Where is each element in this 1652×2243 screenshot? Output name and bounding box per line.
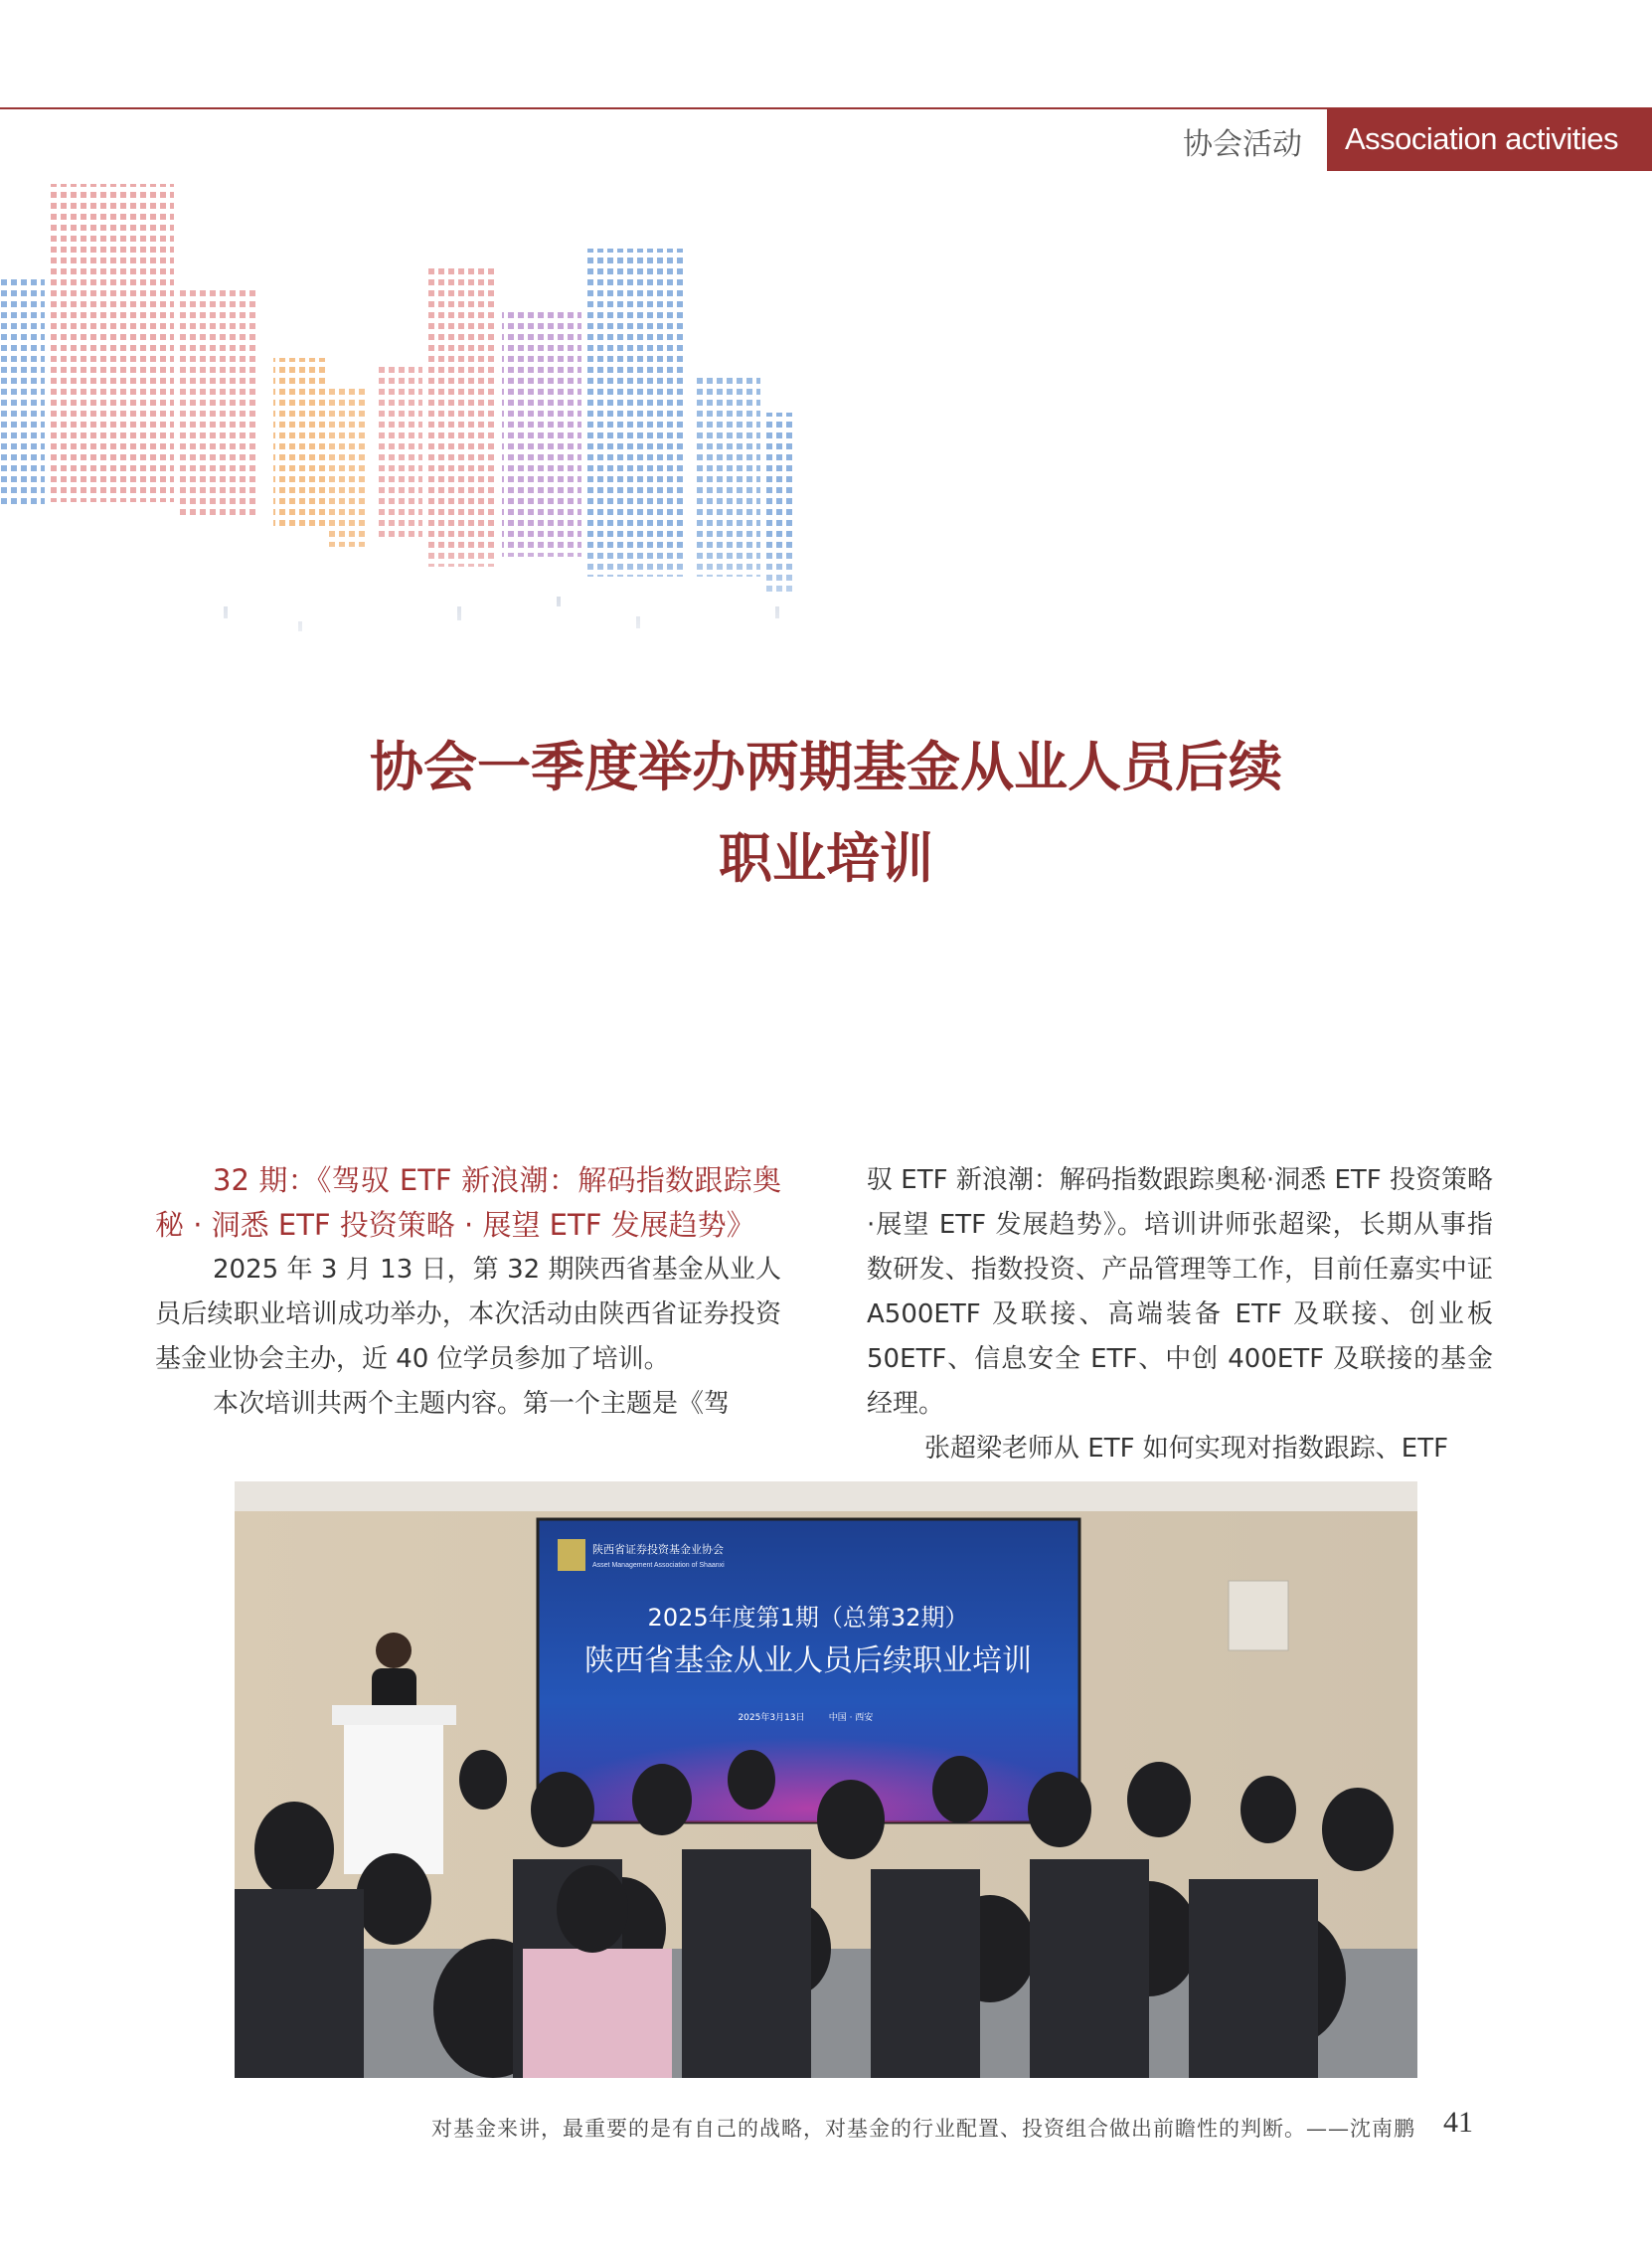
training-event-photo: [235, 1481, 1417, 2078]
section-label-en: Association activities: [1327, 107, 1652, 171]
header-rule: [0, 107, 1327, 109]
screen-org-en: Asset Management Association of Shaanxi: [592, 1562, 725, 1569]
article-title: [0, 721, 1652, 904]
paragraph-3: 张超梁老师从 ETF 如何实现对指数跟踪、ETF: [924, 1434, 1449, 1464]
page-number: 41: [1443, 2106, 1473, 2139]
footer-quote: 对基金来讲，最重要的是有自己的战略，对基金的行业配置、投资组合做出前瞻性的判断。——沈南鹏: [431, 2117, 1415, 2141]
article-title-line2: 职业培训: [719, 826, 933, 890]
left-column: [155, 1158, 781, 1427]
right-column: [867, 1158, 1493, 1471]
screen-title-line2: 陕西省基金从业人员后续职业培训: [584, 1643, 1032, 1678]
paragraph-1: 2025 年 3 月 13 日，第 32 期陕西省基金从业人员后续职业培训成功举办，本次活动由陕西省证券投资基金业协会主办，近 40 位学员参加了培训。: [155, 1255, 781, 1374]
article-title-line1: 协会一季度举办两期基金从业人员后续: [370, 735, 1282, 798]
screen-place: 中国 · 西安: [828, 1713, 874, 1723]
section-label-cn: 协会活动: [1183, 127, 1302, 162]
paragraph-2-continued: 驭 ETF 新浪潮：解码指数跟踪奥秘·洞悉 ETF 投资策略·展望 ETF 发展趋势》。培训讲师张超梁，长期从事指数研发、指数投资、产品管理等工作，目前任嘉实中证 A500ETF 及联接、高端装备 ETF 及联接、创业板 50ETF、信息安全 ETF、中创 400ETF 及联接的基金经理。: [867, 1165, 1493, 1419]
screen-date: 2025年3月13日: [738, 1713, 805, 1723]
section-subheading: 32 期：《驾驭 ETF 新浪潮：解码指数跟踪奥秘 · 洞悉 ETF 投资策略 · 展望 ETF 发展趋势》: [155, 1163, 781, 1242]
screen-org: 陕西省证券投资基金业协会: [592, 1543, 724, 1556]
skyline-illustration: [0, 169, 815, 666]
paragraph-2: 本次培训共两个主题内容。第一个主题是《驾: [213, 1389, 731, 1419]
screen-title-line1: 2025年度第1期（总第32期）: [647, 1604, 969, 1632]
